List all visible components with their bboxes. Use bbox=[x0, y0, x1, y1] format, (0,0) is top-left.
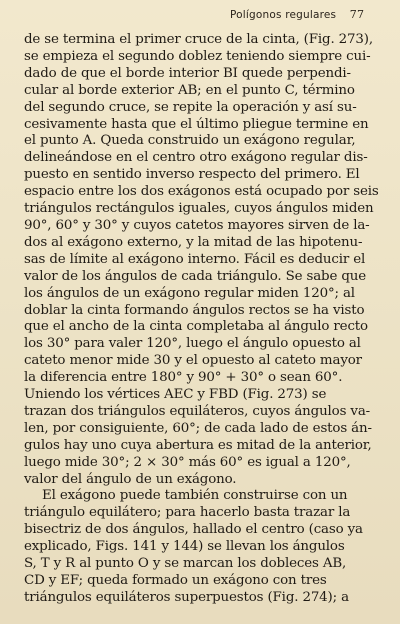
text-line: S, T y R al punto O y se marcan los dobleces AB, bbox=[24, 556, 347, 572]
text-line: cular al borde exterior AB; en el punto C, término bbox=[24, 82, 355, 98]
text-line: gulos hay uno cuya abertura es mitad de la anterior, bbox=[24, 437, 372, 453]
text-line: dado de que el borde interior BI quede perpendi- bbox=[24, 65, 351, 81]
text-line: explicado, Figs. 141 y 144) se llevan los ángulos bbox=[24, 539, 345, 555]
text-line: del segundo cruce, se repite la operación y así su- bbox=[24, 99, 357, 115]
text-line: la diferencia entre 180° y 90° + 30° o sean 60°. bbox=[24, 370, 343, 386]
page-number: 77 bbox=[349, 8, 365, 21]
text-line: len, por consiguiente, 60°; de cada lado de estos án- bbox=[24, 420, 372, 436]
running-title: Polígonos regulares bbox=[230, 9, 337, 21]
body-text bbox=[24, 32, 390, 607]
text-line: luego mide 30°; 2 × 30° más 60° es igual a 120°, bbox=[24, 454, 351, 470]
text-line: Uniendo los vértices AEC y FBD (Fig. 273) se bbox=[24, 387, 327, 403]
text-line: doblar la cinta formando ángulos rectos se ha visto bbox=[24, 302, 365, 318]
text-line: el punto A. Queda construido un exágono regular, bbox=[24, 133, 356, 149]
text-line: cesivamente hasta que el último pliegue termine en bbox=[24, 116, 369, 132]
text-line: CD y EF; queda formado un exágono con tres bbox=[24, 573, 327, 588]
text-line: dos al exágono externo, y la mitad de las hipotenu- bbox=[24, 234, 363, 250]
paragraph-start-line: El exágono puede también construirse con un bbox=[42, 488, 348, 504]
text-line: los ángulos de un exágono regular miden 120°; al bbox=[24, 285, 355, 301]
text-line: sas de límite al exágono interno. Fácil es deducir el bbox=[24, 251, 366, 267]
text-line: trazan dos triángulos equiláteros, cuyos ángulos va- bbox=[24, 403, 371, 419]
text-line: que el ancho de la cinta completaba al ángulo recto bbox=[24, 319, 368, 335]
text-line: de se termina el primer cruce de la cinta, (Fig. 273), bbox=[24, 32, 373, 47]
text-line: delineándose en el centro otro exágono regular dis- bbox=[24, 150, 368, 166]
text-line: valor del ángulo de un exágono. bbox=[24, 471, 237, 487]
text-line: puesto en sentido inverso respecto del primero. El bbox=[24, 167, 360, 183]
text-line: se empieza el segundo doblez teniendo siempre cui- bbox=[24, 48, 371, 64]
text-line: los 30° para valer 120°, luego el ángulo opuesto al bbox=[24, 336, 361, 352]
text-line: espacio entre los dos exágonos está ocupado por seis bbox=[24, 184, 379, 200]
text-line: bisectriz de dos ángulos, hallado el centro (caso ya bbox=[24, 522, 363, 538]
text-line: triángulos equiláteros superpuestos (Fig. 274); a bbox=[24, 589, 349, 605]
page-header bbox=[230, 8, 364, 21]
text-line: valor de los ángulos de cada triángulo. Se sabe que bbox=[24, 268, 367, 284]
text-line: cateto menor mide 30 y el opuesto al cateto mayor bbox=[24, 353, 362, 369]
text-line: triángulo equilátero; para hacerlo basta trazar la bbox=[24, 505, 351, 521]
text-line: triángulos rectángulos iguales, cuyos ángulos miden bbox=[24, 201, 374, 217]
text-line: 90°, 60° y 30° y cuyos catetos mayores sirven de la- bbox=[24, 217, 370, 233]
